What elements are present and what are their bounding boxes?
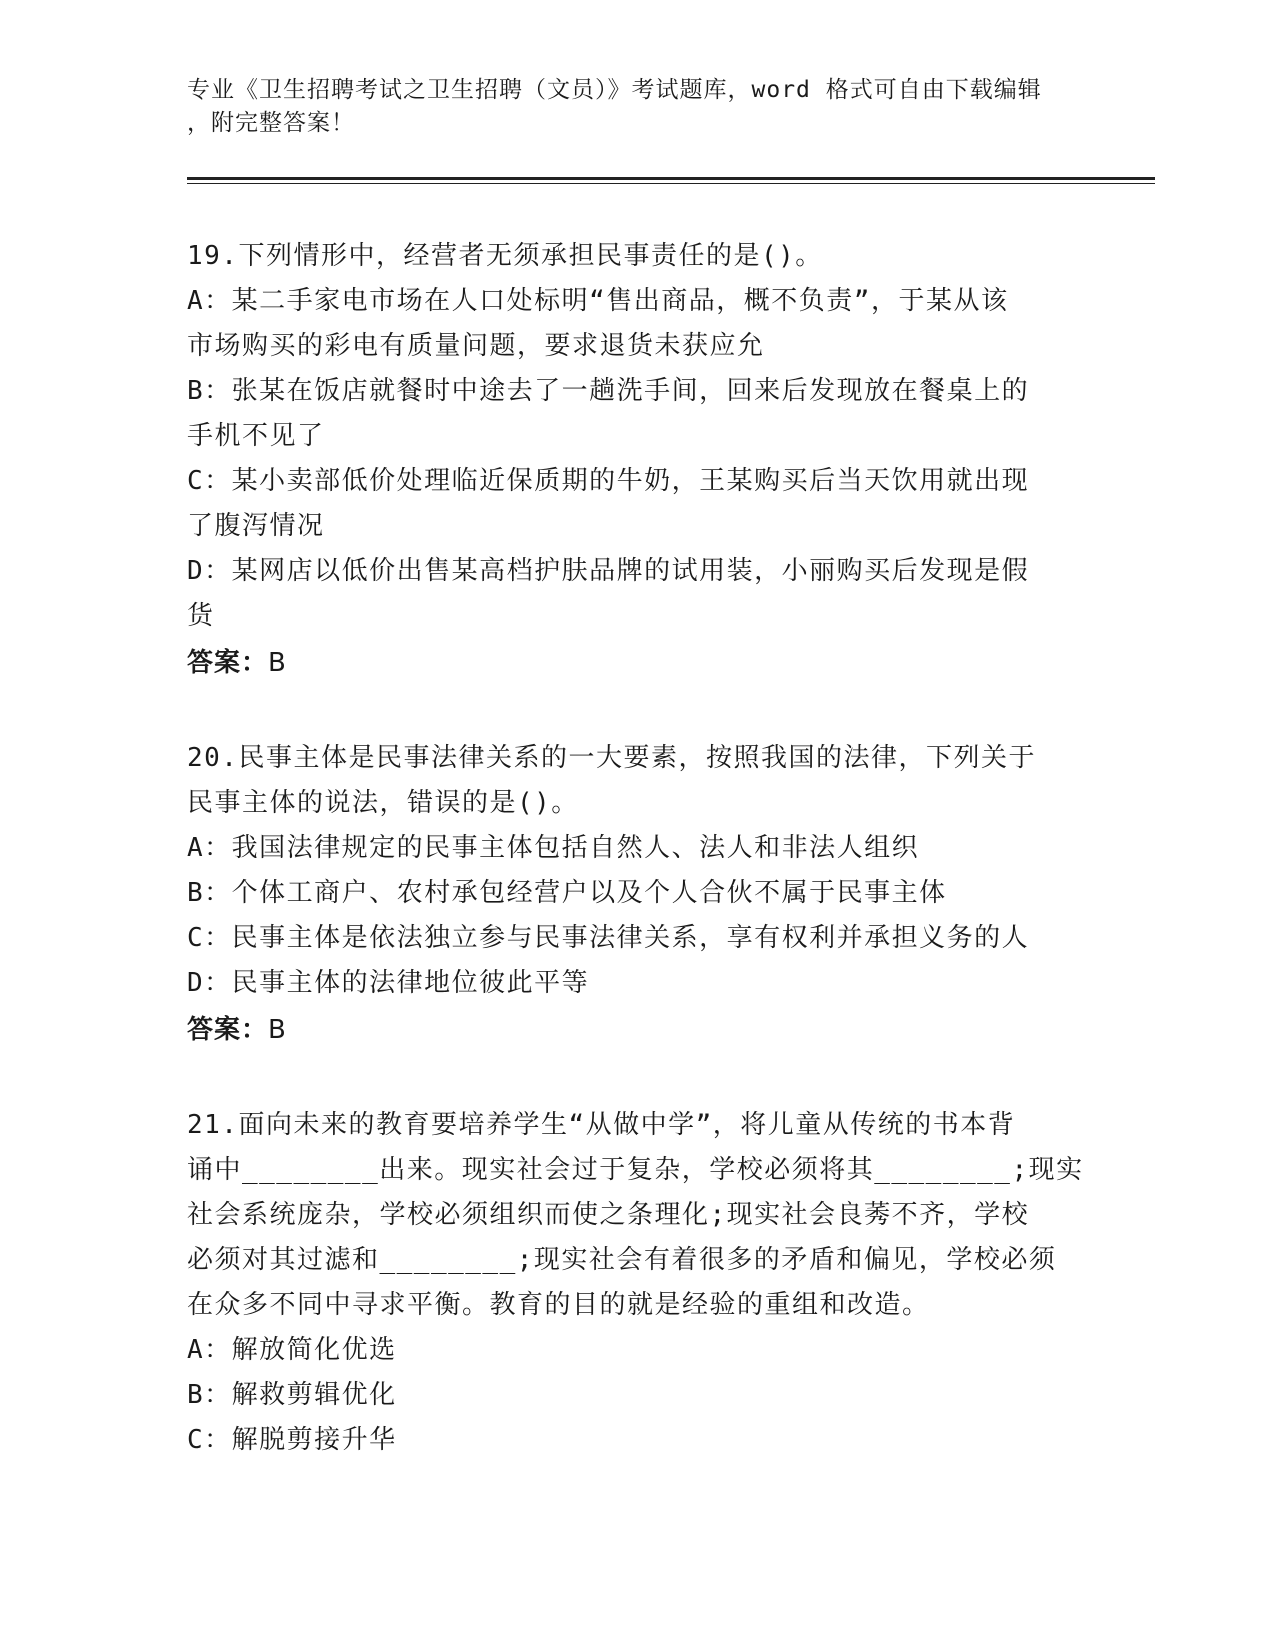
option-c-line: C：解脱剪接升华 [187,1425,397,1455]
question-20 [187,736,1087,1053]
option-b-line: 手机不见了 [187,421,325,451]
answer-value: B [268,648,287,678]
question-21 [187,1103,1087,1463]
question-stem-line: 在众多不同中寻求平衡。教育的目的就是经验的重组和改造。 [187,1290,930,1320]
option-c-line: C：民事主体是依法独立参与民事法律关系，享有权利并承担义务的人 [187,923,1030,953]
option-b-line: B：张某在饭店就餐时中途去了一趟洗手间，回来后发现放在餐桌上的 [187,376,1030,406]
question-stem-line: 20.民事主体是民事法律关系的一大要素，按照我国的法律，下列关于 [187,743,1036,773]
option-d-line: 货 [187,601,215,631]
option-c-line: C：某小卖部低价处理临近保质期的牛奶，王某购买后当天饮用就出现 [187,466,1030,496]
answer-label: 答案： [187,648,269,678]
question-stem-line: 21.面向未来的教育要培养学生“从做中学”，将儿童从传统的书本背 [187,1110,1016,1140]
answer-line [187,1008,1087,1053]
answer-line [187,641,1087,686]
header-line-1: 专业《卫生招聘考试之卫生招聘（文员）》考试题库，word 格式可自由下载编辑 [187,77,1042,103]
header-divider-thin [187,183,1155,184]
question-stem-line: 诵中________出来。现实社会过于复杂，学校必须将其________;现实 [187,1155,1084,1185]
option-a-line: A：我国法律规定的民事主体包括自然人、法人和非法人组织 [187,833,920,863]
option-a-line: A：解放简化优选 [187,1335,397,1365]
question-19 [187,234,1087,686]
option-a-line: A：某二手家电市场在人口处标明“售出商品，概不负责”，于某从该 [187,286,1009,316]
option-c-line: 了腹泻情况 [187,511,325,541]
option-d-line: D：某网店以低价出售某高档护肤品牌的试用装，小丽购买后发现是假 [187,556,1030,586]
answer-value: B [268,1015,287,1045]
question-stem-line: 必须对其过滤和________;现实社会有着很多的矛盾和偏见，学校必须 [187,1245,1057,1275]
question-stem-line: 民事主体的说法，错误的是()。 [187,788,579,818]
option-b-line: B：解救剪辑优化 [187,1380,397,1410]
question-list [187,234,1087,1513]
answer-label: 答案： [187,1015,269,1045]
option-d-line: D：民事主体的法律地位彼此平等 [187,968,590,998]
header-line-2: ，附完整答案！ [187,110,355,136]
option-b-line: B：个体工商户、农村承包经营户以及个人合伙不属于民事主体 [187,878,947,908]
document-header [187,74,1067,140]
option-a-line: 市场购买的彩电有质量问题，要求退货未获应允 [187,331,765,361]
question-stem-line: 社会系统庞杂，学校必须组织而使之条理化;现实社会良莠不齐，学校 [187,1200,1030,1230]
question-stem-line: 19.下列情形中，经营者无须承担民事责任的是()。 [187,241,823,271]
header-divider-thick [187,177,1155,180]
